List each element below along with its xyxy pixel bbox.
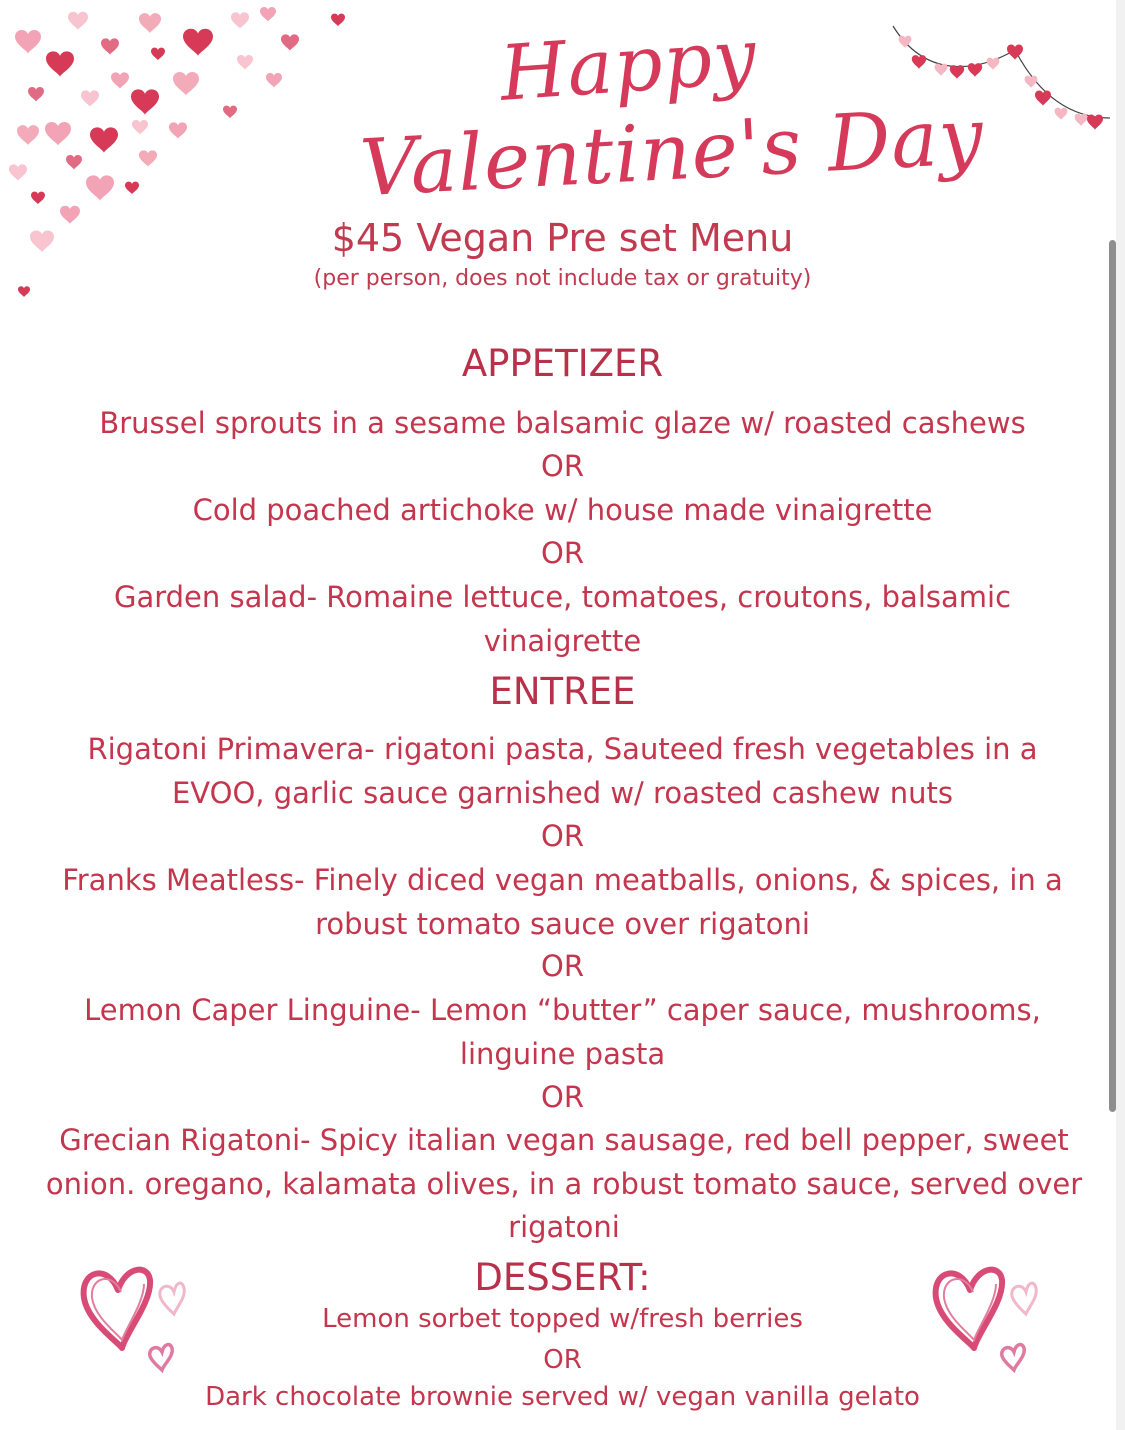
menu-item: Grecian Rigatoni- Spicy italian vegan sausage, red bell pepper, sweet onion. oregano, kalamata olives, in a robust tomato sauce, served over rigatoni: [45, 1123, 1083, 1244]
or-separator: OR: [541, 949, 584, 983]
or-separator: OR: [541, 449, 584, 483]
heart-outline-icon: [78, 1262, 198, 1387]
menu-item: Rigatoni Primavera- rigatoni pasta, Sauteed fresh vegetables in a EVOO, garlic sauce garnished w/ roasted cashew nuts: [87, 732, 1038, 810]
menu-item: Garden salad- Romaine lettuce, tomatoes, croutons, balsamic vinaigrette: [113, 580, 1012, 658]
menu-item: Lemon sorbet topped w/fresh berries: [322, 1304, 803, 1334]
price-heading: $45 Vegan Pre set Menu: [331, 216, 794, 260]
or-separator: OR: [541, 819, 584, 853]
scrollbar[interactable]: [1109, 240, 1116, 1112]
section-heading-appetizer: APPETIZER: [461, 342, 664, 385]
title-happy: Happy: [497, 11, 760, 118]
or-separator: OR: [543, 1345, 582, 1375]
menu-item: Dark chocolate brownie served w/ vegan vanilla gelato: [205, 1382, 920, 1412]
title-valentines-day: Valentine's Day: [358, 91, 987, 215]
menu-item: Brussel sprouts in a sesame balsamic glaze w/ roasted cashews: [99, 406, 1026, 440]
menu-item: Lemon Caper Linguine- Lemon “butter” caper sauce, mushrooms, linguine pasta: [84, 993, 1041, 1071]
menu-item: Franks Meatless- Finely diced vegan meatballs, onions, & spices, in a robust tomato sauce over rigatoni: [62, 863, 1063, 941]
price-note: (per person, does not include tax or gratuity): [313, 266, 812, 291]
or-separator: OR: [541, 1080, 584, 1114]
menu-item: Cold poached artichoke w/ house made vinaigrette: [192, 493, 933, 527]
page-edge: [1116, 0, 1125, 1430]
section-heading-entree: ENTREE: [489, 670, 636, 713]
or-separator: OR: [541, 536, 584, 570]
section-heading-dessert: DESSERT:: [474, 1256, 651, 1299]
heart-outline-icon: [930, 1262, 1050, 1387]
